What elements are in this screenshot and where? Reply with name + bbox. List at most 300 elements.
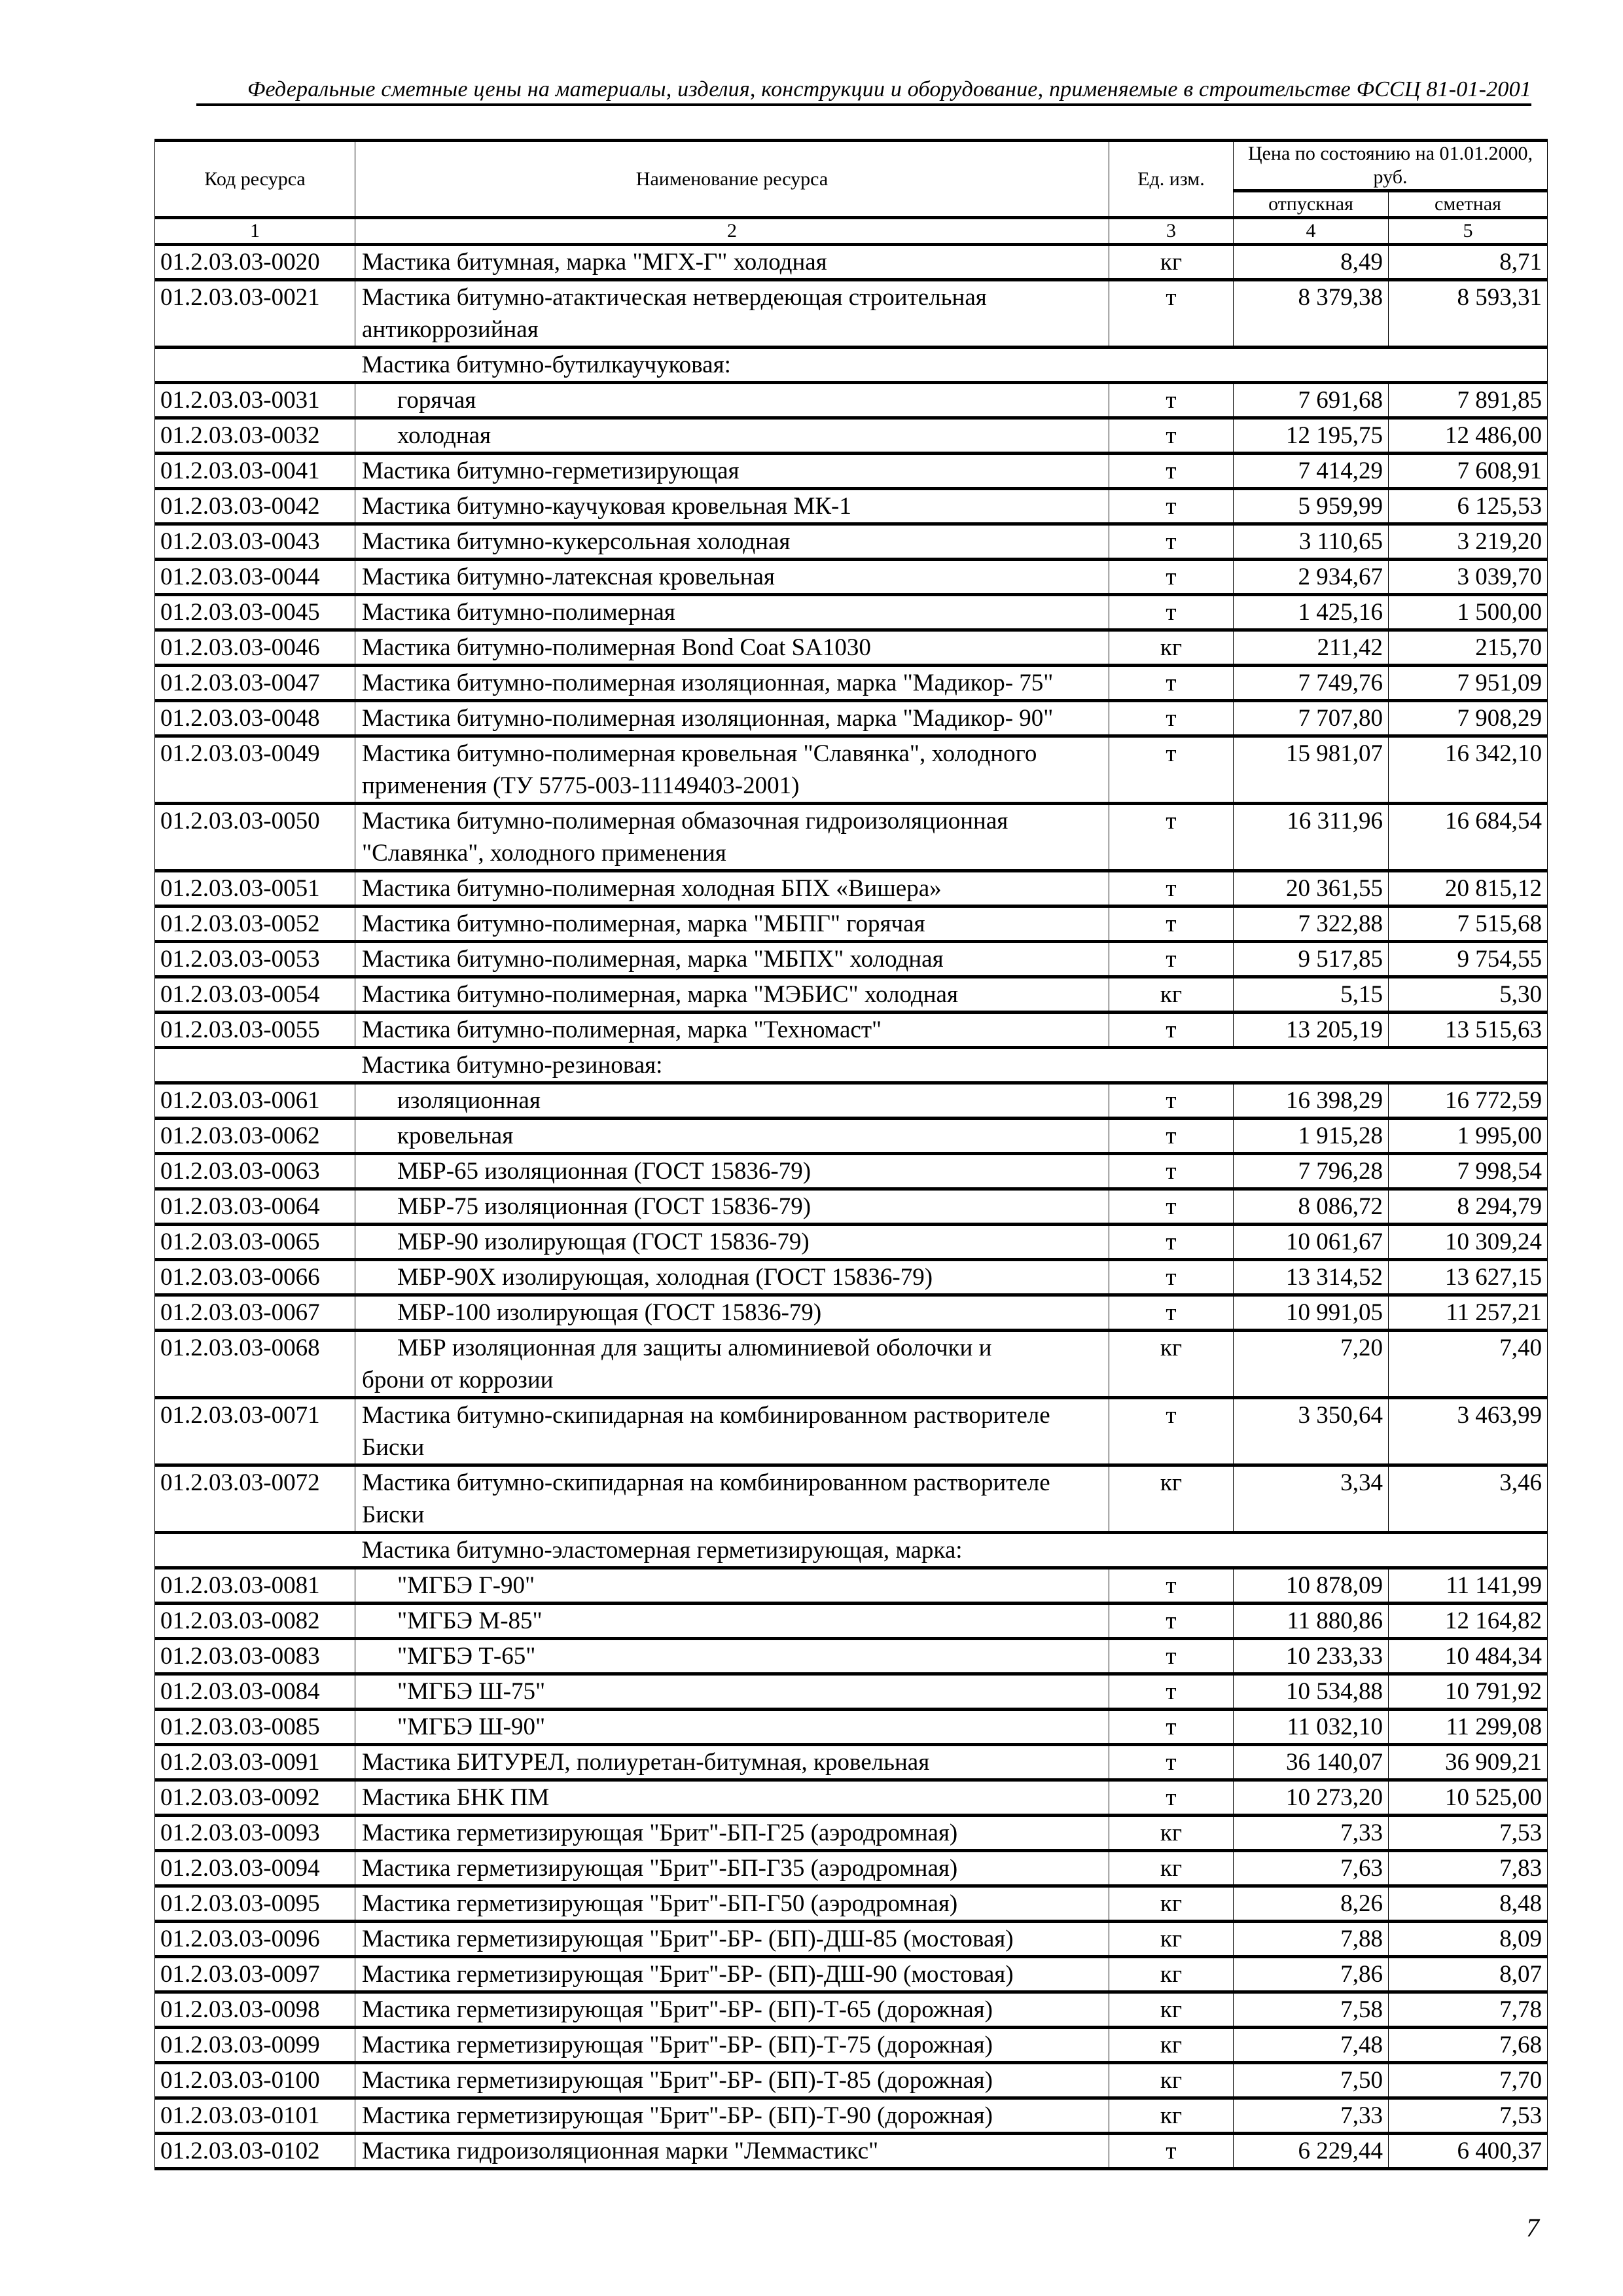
resource-name: Мастика герметизирующая "Брит"-БР- (БП)-ДШ-85 (мостовая) — [355, 1922, 1109, 1957]
resource-code: 01.2.03.03-0098 — [155, 1992, 355, 2028]
resource-code: 01.2.03.03-0092 — [155, 1780, 355, 1816]
resource-name: Мастика герметизирующая "Брит"-БП-Г35 (аэродромная) — [355, 1851, 1109, 1886]
release-price: 7 691,68 — [1234, 383, 1389, 418]
estimate-price: 6 400,37 — [1389, 2134, 1548, 2169]
table-row — [155, 1295, 1548, 1331]
unit-of-measure: т — [1109, 1604, 1234, 1639]
resource-code: 01.2.03.03-0021 — [155, 280, 355, 348]
table-row — [155, 2098, 1548, 2134]
resource-name: Мастика битумно-полимерная, марка "МБПХ" холодная — [355, 942, 1109, 977]
unit-of-measure: кг — [1109, 1331, 1234, 1398]
estimate-price: 7 951,09 — [1389, 666, 1548, 701]
unit-of-measure: т — [1109, 1225, 1234, 1260]
table-row — [155, 1119, 1548, 1154]
resource-name: МБР-90Х изолирующая, холодная (ГОСТ 15836-79) — [355, 1260, 1109, 1295]
running-header: Федеральные сметные цены на материалы, изделия, конструкции и оборудование, применяемые в строительстве ФССЦ 81-01-2001 — [247, 77, 1531, 101]
table-row — [155, 1674, 1548, 1710]
group-header-row — [155, 1533, 1548, 1568]
table-row — [155, 2063, 1548, 2098]
release-price: 3 110,65 — [1234, 524, 1389, 560]
group-header-row — [155, 1048, 1548, 1083]
resource-name: холодная — [355, 418, 1109, 454]
table-row — [155, 280, 1548, 348]
table-row — [155, 701, 1548, 736]
resource-code: 01.2.03.03-0085 — [155, 1710, 355, 1745]
release-price: 15 981,07 — [1234, 736, 1389, 804]
estimate-price: 7,40 — [1389, 1331, 1548, 1398]
resource-name: Мастика БНК ПМ — [355, 1780, 1109, 1816]
estimate-price: 7,70 — [1389, 2063, 1548, 2098]
table-row — [155, 1083, 1548, 1119]
estimate-price: 5,30 — [1389, 977, 1548, 1013]
estimate-price: 10 484,34 — [1389, 1639, 1548, 1674]
unit-of-measure: т — [1109, 524, 1234, 560]
table-row — [155, 383, 1548, 418]
estimate-price: 1 500,00 — [1389, 595, 1548, 630]
unit-of-measure: кг — [1109, 1816, 1234, 1851]
table-row — [155, 666, 1548, 701]
estimate-price: 8,09 — [1389, 1922, 1548, 1957]
release-price: 7,86 — [1234, 1957, 1389, 1992]
resource-code: 01.2.03.03-0053 — [155, 942, 355, 977]
release-price: 1 425,16 — [1234, 595, 1389, 630]
table-row — [155, 2028, 1548, 2063]
table-row — [155, 1886, 1548, 1922]
column-number: 4 — [1234, 218, 1389, 245]
table-row — [155, 560, 1548, 595]
table-header — [155, 141, 1548, 245]
resource-name: Мастика герметизирующая "Брит"-БР- (БП)-Т-90 (дорожная) — [355, 2098, 1109, 2134]
unit-of-measure: т — [1109, 1710, 1234, 1745]
table-row — [155, 1465, 1548, 1533]
resource-code: 01.2.03.03-0083 — [155, 1639, 355, 1674]
table-row — [155, 454, 1548, 489]
resource-code: 01.2.03.03-0055 — [155, 1013, 355, 1048]
column-number: 3 — [1109, 218, 1234, 245]
table-row — [155, 489, 1548, 524]
unit-of-measure: т — [1109, 489, 1234, 524]
release-price: 5,15 — [1234, 977, 1389, 1013]
resource-name: Мастика герметизирующая "Брит"-БП-Г50 (аэродромная) — [355, 1886, 1109, 1922]
release-price: 10 061,67 — [1234, 1225, 1389, 1260]
estimate-price: 16 342,10 — [1389, 736, 1548, 804]
unit-of-measure: т — [1109, 1083, 1234, 1119]
group-title: Мастика битумно-эластомерная герметизирующая, марка: — [355, 1533, 1548, 1568]
release-price: 8 379,38 — [1234, 280, 1389, 348]
estimate-price: 16 772,59 — [1389, 1083, 1548, 1119]
price-table — [154, 139, 1548, 2170]
resource-code: 01.2.03.03-0043 — [155, 524, 355, 560]
estimate-price: 11 299,08 — [1389, 1710, 1548, 1745]
column-header-unit: Ед. изм. — [1109, 141, 1234, 218]
resource-name: Мастика герметизирующая "Брит"-БР- (БП)-Т-85 (дорожная) — [355, 2063, 1109, 2098]
column-number: 2 — [355, 218, 1109, 245]
estimate-price: 10 791,92 — [1389, 1674, 1548, 1710]
resource-code: 01.2.03.03-0049 — [155, 736, 355, 804]
table-row — [155, 736, 1548, 804]
release-price: 10 273,20 — [1234, 1780, 1389, 1816]
release-price: 7 749,76 — [1234, 666, 1389, 701]
release-price: 7 796,28 — [1234, 1154, 1389, 1189]
resource-name: Мастика битумно-латексная кровельная — [355, 560, 1109, 595]
estimate-price: 10 525,00 — [1389, 1780, 1548, 1816]
resource-code: 01.2.03.03-0094 — [155, 1851, 355, 1886]
estimate-price: 3 463,99 — [1389, 1398, 1548, 1465]
resource-code: 01.2.03.03-0091 — [155, 1745, 355, 1780]
table-row — [155, 1639, 1548, 1674]
unit-of-measure: т — [1109, 1639, 1234, 1674]
table-row — [155, 1851, 1548, 1886]
release-price: 3,34 — [1234, 1465, 1389, 1533]
resource-code: 01.2.03.03-0066 — [155, 1260, 355, 1295]
unit-of-measure: т — [1109, 1295, 1234, 1331]
resource-code: 01.2.03.03-0065 — [155, 1225, 355, 1260]
resource-code: 01.2.03.03-0101 — [155, 2098, 355, 2134]
resource-name: Мастика битумно-кукерсольная холодная — [355, 524, 1109, 560]
unit-of-measure: т — [1109, 383, 1234, 418]
resource-code: 01.2.03.03-0084 — [155, 1674, 355, 1710]
resource-name: Мастика гидроизоляционная марки "Леммастикс" — [355, 2134, 1109, 2169]
table-row — [155, 804, 1548, 871]
resource-name: Мастика герметизирующая "Брит"-БР- (БП)-Т-75 (дорожная) — [355, 2028, 1109, 2063]
unit-of-measure: т — [1109, 1119, 1234, 1154]
column-header-name: Наименование ресурса — [355, 141, 1109, 218]
unit-of-measure: т — [1109, 906, 1234, 942]
release-price: 7 414,29 — [1234, 454, 1389, 489]
column-number: 1 — [155, 218, 355, 245]
unit-of-measure: кг — [1109, 245, 1234, 280]
estimate-price: 3 039,70 — [1389, 560, 1548, 595]
column-header-release-price: отпускная — [1234, 191, 1389, 218]
resource-name: Мастика битумно-полимерная кровельная "Славянка", холодного применения (ТУ 5775-003-11149403-2001) — [355, 736, 1109, 804]
resource-name: "МГБЭ Ш-90" — [355, 1710, 1109, 1745]
resource-code: 01.2.03.03-0064 — [155, 1189, 355, 1225]
resource-code: 01.2.03.03-0046 — [155, 630, 355, 666]
resource-name: Мастика битумно-полимерная обмазочная гидроизоляционная "Славянка", холодного применения — [355, 804, 1109, 871]
estimate-price: 8,71 — [1389, 245, 1548, 280]
resource-name: Мастика битумно-герметизирующая — [355, 454, 1109, 489]
resource-code: 01.2.03.03-0044 — [155, 560, 355, 595]
release-price: 10 878,09 — [1234, 1568, 1389, 1604]
release-price: 7,20 — [1234, 1331, 1389, 1398]
release-price: 16 311,96 — [1234, 804, 1389, 871]
unit-of-measure: кг — [1109, 1992, 1234, 2028]
table-row — [155, 1189, 1548, 1225]
resource-name: Мастика битумно-полимерная изоляционная, марка "Мадикор- 75" — [355, 666, 1109, 701]
resource-name: "МГБЭ Т-65" — [355, 1639, 1109, 1674]
estimate-price: 12 164,82 — [1389, 1604, 1548, 1639]
table-row — [155, 630, 1548, 666]
estimate-price: 20 815,12 — [1389, 871, 1548, 906]
resource-code: 01.2.03.03-0048 — [155, 701, 355, 736]
resource-code: 01.2.03.03-0051 — [155, 871, 355, 906]
table-row — [155, 1568, 1548, 1604]
estimate-price: 16 684,54 — [1389, 804, 1548, 871]
unit-of-measure: кг — [1109, 2028, 1234, 2063]
group-code-cell — [155, 1048, 355, 1083]
unit-of-measure: т — [1109, 280, 1234, 348]
resource-name: Мастика битумно-скипидарная на комбинированном растворителе Биски — [355, 1398, 1109, 1465]
resource-code: 01.2.03.03-0062 — [155, 1119, 355, 1154]
resource-name: Мастика битумно-полимерная, марка "МБПГ" горячая — [355, 906, 1109, 942]
unit-of-measure: т — [1109, 942, 1234, 977]
resource-code: 01.2.03.03-0042 — [155, 489, 355, 524]
resource-name: МБР-90 изолирующая (ГОСТ 15836-79) — [355, 1225, 1109, 1260]
resource-name: МБР-100 изолирующая (ГОСТ 15836-79) — [355, 1295, 1109, 1331]
estimate-price: 7,53 — [1389, 1816, 1548, 1851]
estimate-price: 36 909,21 — [1389, 1745, 1548, 1780]
resource-name — [355, 1331, 1109, 1398]
release-price: 7 322,88 — [1234, 906, 1389, 942]
unit-of-measure: т — [1109, 1398, 1234, 1465]
resource-code: 01.2.03.03-0093 — [155, 1816, 355, 1851]
unit-of-measure: т — [1109, 418, 1234, 454]
resource-name: Мастика битумно-полимерная — [355, 595, 1109, 630]
release-price: 7,33 — [1234, 2098, 1389, 2134]
unit-of-measure: т — [1109, 2134, 1234, 2169]
resource-name: МБР-65 изоляционная (ГОСТ 15836-79) — [355, 1154, 1109, 1189]
group-code-cell — [155, 348, 355, 383]
page-number: 7 — [1526, 2213, 1539, 2242]
resource-name: Мастика БИТУРЕЛ, полиуретан-битумная, кровельная — [355, 1745, 1109, 1780]
column-number: 5 — [1389, 218, 1548, 245]
column-header-code: Код ресурса — [155, 141, 355, 218]
table-row — [155, 906, 1548, 942]
release-price: 10 991,05 — [1234, 1295, 1389, 1331]
table-row — [155, 1260, 1548, 1295]
unit-of-measure: т — [1109, 1780, 1234, 1816]
release-price: 36 140,07 — [1234, 1745, 1389, 1780]
table-row — [155, 1957, 1548, 1992]
release-price: 7,63 — [1234, 1851, 1389, 1886]
estimate-price: 1 995,00 — [1389, 1119, 1548, 1154]
resource-name: Мастика герметизирующая "Брит"-БР- (БП)-ДШ-90 (мостовая) — [355, 1957, 1109, 1992]
resource-name: горячая — [355, 383, 1109, 418]
release-price: 11 032,10 — [1234, 1710, 1389, 1745]
resource-code: 01.2.03.03-0099 — [155, 2028, 355, 2063]
release-price: 7,88 — [1234, 1922, 1389, 1957]
release-price: 7,48 — [1234, 2028, 1389, 2063]
table-row — [155, 524, 1548, 560]
unit-of-measure: т — [1109, 1568, 1234, 1604]
resource-code: 01.2.03.03-0045 — [155, 595, 355, 630]
estimate-price: 215,70 — [1389, 630, 1548, 666]
table-row — [155, 245, 1548, 280]
unit-of-measure: т — [1109, 1260, 1234, 1295]
table-row — [155, 1013, 1548, 1048]
estimate-price: 11 257,21 — [1389, 1295, 1548, 1331]
unit-of-measure: т — [1109, 1013, 1234, 1048]
resource-code: 01.2.03.03-0041 — [155, 454, 355, 489]
resource-name: Мастика битумно-полимерная, марка "Техномаст" — [355, 1013, 1109, 1048]
table-row — [155, 1604, 1548, 1639]
resource-code: 01.2.03.03-0097 — [155, 1957, 355, 1992]
resource-code: 01.2.03.03-0082 — [155, 1604, 355, 1639]
estimate-price: 6 125,53 — [1389, 489, 1548, 524]
resource-code: 01.2.03.03-0050 — [155, 804, 355, 871]
unit-of-measure: т — [1109, 701, 1234, 736]
unit-of-measure: т — [1109, 1674, 1234, 1710]
estimate-price: 8,48 — [1389, 1886, 1548, 1922]
resource-name: Мастика битумно-полимерная Bond Coat SA1030 — [355, 630, 1109, 666]
table-row — [155, 2134, 1548, 2169]
resource-code: 01.2.03.03-0081 — [155, 1568, 355, 1604]
resource-name: изоляционная — [355, 1083, 1109, 1119]
estimate-price: 13 627,15 — [1389, 1260, 1548, 1295]
release-price: 13 314,52 — [1234, 1260, 1389, 1295]
unit-of-measure: кг — [1109, 1465, 1234, 1533]
estimate-price: 11 141,99 — [1389, 1568, 1548, 1604]
release-price: 5 959,99 — [1234, 489, 1389, 524]
unit-of-measure: т — [1109, 804, 1234, 871]
resource-name: Мастика битумно-полимерная холодная БПХ «Вишера» — [355, 871, 1109, 906]
release-price: 11 880,86 — [1234, 1604, 1389, 1639]
table-row — [155, 1710, 1548, 1745]
header-rule — [196, 103, 1531, 106]
estimate-price: 7 608,91 — [1389, 454, 1548, 489]
table-row — [155, 871, 1548, 906]
table-row — [155, 1398, 1548, 1465]
resource-code: 01.2.03.03-0032 — [155, 418, 355, 454]
table-row — [155, 1992, 1548, 2028]
resource-name: Мастика битумно-каучуковая кровельная МК-1 — [355, 489, 1109, 524]
release-price: 10 233,33 — [1234, 1639, 1389, 1674]
column-header-estimate-price: сметная — [1389, 191, 1548, 218]
unit-of-measure: т — [1109, 871, 1234, 906]
release-price: 7,50 — [1234, 2063, 1389, 2098]
unit-of-measure: т — [1109, 1189, 1234, 1225]
release-price: 16 398,29 — [1234, 1083, 1389, 1119]
group-title: Мастика битумно-резиновая: — [355, 1048, 1548, 1083]
unit-of-measure: кг — [1109, 1851, 1234, 1886]
table-body — [155, 245, 1548, 2169]
resource-name: МБР-75 изоляционная (ГОСТ 15836-79) — [355, 1189, 1109, 1225]
table-row — [155, 1154, 1548, 1189]
unit-of-measure: т — [1109, 1154, 1234, 1189]
release-price: 7,33 — [1234, 1816, 1389, 1851]
resource-code: 01.2.03.03-0063 — [155, 1154, 355, 1189]
estimate-price: 12 486,00 — [1389, 418, 1548, 454]
unit-of-measure: кг — [1109, 2098, 1234, 2134]
resource-name: Мастика битумно-атактическая нетвердеющая строительная антикоррозийная — [355, 280, 1109, 348]
release-price: 2 934,67 — [1234, 560, 1389, 595]
estimate-price: 7,68 — [1389, 2028, 1548, 2063]
table-row — [155, 418, 1548, 454]
table-row — [155, 1225, 1548, 1260]
release-price: 12 195,75 — [1234, 418, 1389, 454]
resource-code: 01.2.03.03-0072 — [155, 1465, 355, 1533]
resource-code: 01.2.03.03-0096 — [155, 1922, 355, 1957]
resource-name: "МГБЭ Г-90" — [355, 1568, 1109, 1604]
estimate-price: 3 219,20 — [1389, 524, 1548, 560]
group-title: Мастика битумно-бутилкаучуковая: — [355, 348, 1548, 383]
estimate-price: 7,78 — [1389, 1992, 1548, 2028]
estimate-price: 7 908,29 — [1389, 701, 1548, 736]
release-price: 7,58 — [1234, 1992, 1389, 2028]
resource-code: 01.2.03.03-0031 — [155, 383, 355, 418]
estimate-price: 9 754,55 — [1389, 942, 1548, 977]
resource-code: 01.2.03.03-0100 — [155, 2063, 355, 2098]
resource-code: 01.2.03.03-0071 — [155, 1398, 355, 1465]
resource-name: кровельная — [355, 1119, 1109, 1154]
release-price: 20 361,55 — [1234, 871, 1389, 906]
resource-code: 01.2.03.03-0047 — [155, 666, 355, 701]
resource-name-continuation: брони от коррозии — [362, 1367, 554, 1393]
resource-code: 01.2.03.03-0068 — [155, 1331, 355, 1398]
unit-of-measure: т — [1109, 736, 1234, 804]
unit-of-measure: т — [1109, 1745, 1234, 1780]
unit-of-measure: кг — [1109, 1922, 1234, 1957]
release-price: 10 534,88 — [1234, 1674, 1389, 1710]
estimate-price: 8 593,31 — [1389, 280, 1548, 348]
release-price: 7 707,80 — [1234, 701, 1389, 736]
unit-of-measure: кг — [1109, 1886, 1234, 1922]
group-code-cell — [155, 1533, 355, 1568]
resource-name: Мастика битумно-скипидарная на комбинированном растворителе Биски — [355, 1465, 1109, 1533]
resource-name: Мастика герметизирующая "Брит"-БП-Г25 (аэродромная) — [355, 1816, 1109, 1851]
unit-of-measure: т — [1109, 595, 1234, 630]
resource-name: "МГБЭ Ш-75" — [355, 1674, 1109, 1710]
resource-code: 01.2.03.03-0054 — [155, 977, 355, 1013]
resource-code: 01.2.03.03-0102 — [155, 2134, 355, 2169]
table-row — [155, 1816, 1548, 1851]
resource-name: Мастика битумно-полимерная изоляционная, марка "Мадикор- 90" — [355, 701, 1109, 736]
unit-of-measure: кг — [1109, 2063, 1234, 2098]
resource-code: 01.2.03.03-0020 — [155, 245, 355, 280]
group-header-row — [155, 348, 1548, 383]
resource-code: 01.2.03.03-0067 — [155, 1295, 355, 1331]
estimate-price: 13 515,63 — [1389, 1013, 1548, 1048]
release-price: 8,49 — [1234, 245, 1389, 280]
unit-of-measure: кг — [1109, 1957, 1234, 1992]
unit-of-measure: кг — [1109, 977, 1234, 1013]
table-row — [155, 1331, 1548, 1398]
unit-of-measure: т — [1109, 454, 1234, 489]
resource-code: 01.2.03.03-0052 — [155, 906, 355, 942]
table-row — [155, 1745, 1548, 1780]
resource-code: 01.2.03.03-0095 — [155, 1886, 355, 1922]
unit-of-measure: т — [1109, 666, 1234, 701]
unit-of-measure: кг — [1109, 630, 1234, 666]
release-price: 6 229,44 — [1234, 2134, 1389, 2169]
estimate-price: 7,83 — [1389, 1851, 1548, 1886]
estimate-price: 8,07 — [1389, 1957, 1548, 1992]
resource-name: Мастика битумно-полимерная, марка "МЭБИС" холодная — [355, 977, 1109, 1013]
estimate-price: 8 294,79 — [1389, 1189, 1548, 1225]
release-price: 9 517,85 — [1234, 942, 1389, 977]
table-row — [155, 1780, 1548, 1816]
release-price: 1 915,28 — [1234, 1119, 1389, 1154]
table-row — [155, 977, 1548, 1013]
release-price: 8,26 — [1234, 1886, 1389, 1922]
resource-name-first-line: МБР изоляционная для защиты алюминиевой оболочки и — [397, 1335, 992, 1361]
estimate-price: 10 309,24 — [1389, 1225, 1548, 1260]
unit-of-measure: т — [1109, 560, 1234, 595]
estimate-price: 7 891,85 — [1389, 383, 1548, 418]
column-header-price-group: Цена по состоянию на 01.01.2000, руб. — [1234, 141, 1548, 191]
resource-name: "МГБЭ М-85" — [355, 1604, 1109, 1639]
resource-name: Мастика герметизирующая "Брит"-БР- (БП)-Т-65 (дорожная) — [355, 1992, 1109, 2028]
estimate-price: 7 515,68 — [1389, 906, 1548, 942]
estimate-price: 7,53 — [1389, 2098, 1548, 2134]
resource-name: Мастика битумная, марка "МГХ-Г" холодная — [355, 245, 1109, 280]
estimate-price: 3,46 — [1389, 1465, 1548, 1533]
table-row — [155, 1922, 1548, 1957]
table-row — [155, 595, 1548, 630]
release-price: 13 205,19 — [1234, 1013, 1389, 1048]
resource-code: 01.2.03.03-0061 — [155, 1083, 355, 1119]
estimate-price: 7 998,54 — [1389, 1154, 1548, 1189]
